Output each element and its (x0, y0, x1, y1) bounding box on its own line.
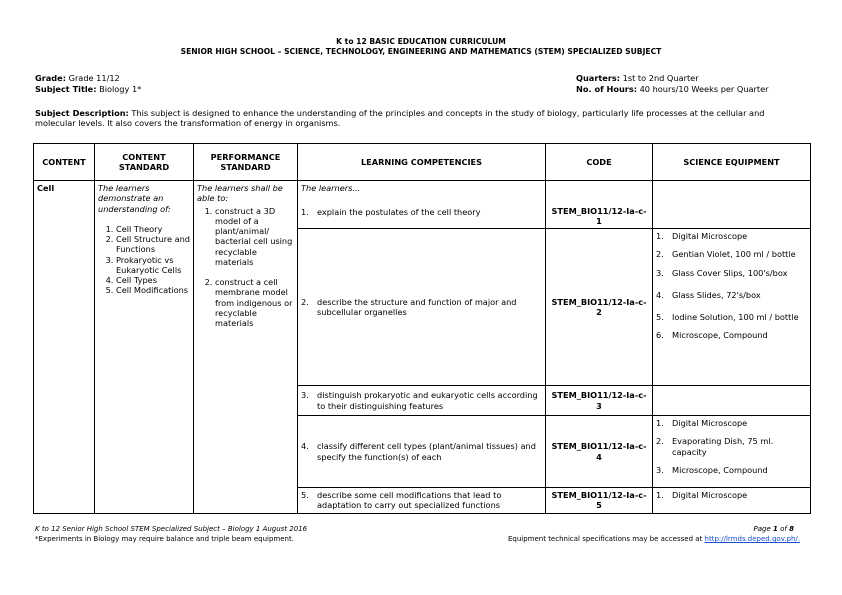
list-item: 2. Cell Structure and Functions (116, 234, 190, 255)
content-cell: Cell (34, 181, 95, 514)
table-row (34, 181, 811, 229)
grade-value: Grade 11/12 (68, 73, 120, 83)
header-science-equipment: SCIENCE EQUIPMENT (653, 144, 811, 181)
grade-line (35, 73, 120, 83)
equipment-cell-empty (653, 386, 811, 416)
list-item: 2. Evaporating Dish, 75 ml. capacity (656, 436, 774, 457)
list-item: 5. Iodine Solution, 100 ml / bottle (656, 312, 799, 322)
competency-number: 1. (301, 207, 309, 218)
subject-title-line (35, 84, 141, 94)
list-item: 1. Digital Microscope (656, 490, 748, 500)
page-indicator: Page 1 of 8 (753, 525, 794, 533)
code-cell: STEM_BIO11/12-Ia-c-4 (546, 416, 653, 488)
competency-number: 2. (301, 296, 309, 307)
footer-note: *Experiments in Biology may require balance and triple beam equipment. (35, 535, 294, 543)
competency-text: distinguish prokaryotic and eukaryotic cells according to their distinguishing features (317, 390, 538, 411)
curriculum-table (33, 143, 811, 514)
equipment-cell (653, 416, 811, 488)
competency-cell-5 (298, 488, 546, 514)
list-item: 6. Microscope, Compound (656, 330, 768, 341)
list-item: 4. Glass Slides, 72's/box (656, 289, 761, 300)
code-cell: STEM_BIO11/12-Ia-c-2 (546, 229, 653, 386)
competency-number: 5. (301, 490, 309, 500)
competency-text: describe the structure and function of major and subcellular organelles (317, 296, 517, 317)
list-item: 1. Digital Microscope (656, 418, 748, 428)
code-cell: STEM_BIO11/12-Ia-c-1 (546, 181, 653, 229)
grade-label: Grade: (35, 73, 66, 83)
list-item: 3. Prokaryotic vs Eukaryotic Cells (116, 255, 190, 276)
list-item: 3. Glass Cover Slips, 100's/box (656, 267, 788, 278)
footer-equipment-text: Equipment technical specifications may be accessed at (507, 535, 703, 543)
header-learning-competencies: LEARNING COMPETENCIES (298, 144, 546, 181)
competency-text: classify different cell types (plant/animal tissues) and specify the function(s) of each (317, 441, 536, 462)
code-cell: STEM_BIO11/12-Ia-c-3 (546, 386, 653, 416)
lrmds-link[interactable]: http://lrmds.deped.gov.ph/. (704, 535, 800, 543)
list-item: 1. Cell Theory (116, 224, 190, 234)
performance-standard-intro: The learners shall be able to: (197, 183, 283, 204)
list-item: 3. Microscope, Compound (656, 464, 768, 475)
equipment-cell (653, 488, 811, 514)
competencies-intro: The learners... (301, 183, 361, 193)
header-content-standard: CONTENT STANDARD (95, 144, 194, 181)
list-item: 2. Gentian Violet, 100 ml / bottle (656, 249, 796, 260)
subject-title-value: Biology 1* (99, 84, 142, 94)
footer-subject-date: K to 12 Senior High School STEM Specialized Subject – Biology 1 August 2016 (35, 525, 308, 533)
content-standard-intro: The learners demonstrate an understanding of: (98, 183, 171, 214)
hours-value: 40 hours/10 Weeks per Quarter (639, 84, 769, 94)
hours-label: No. of Hours: (576, 84, 637, 94)
list-item: 2. construct a cell membrane model from indigenous or recyclable materials (215, 277, 294, 328)
subject-description (35, 108, 807, 129)
competency-number: 4. (301, 441, 309, 452)
header-content: CONTENT (34, 144, 95, 181)
list-item: 5. Cell Modifications (116, 285, 190, 295)
competency-text: describe some cell modifications that lead to adaptation to carry out specialized functions (317, 490, 502, 511)
equipment-cell (653, 229, 811, 386)
curriculum-subtitle: SENIOR HIGH SCHOOL – SCIENCE, TECHNOLOGY, ENGINEERING AND MATHEMATICS (STEM) SPECIALIZED SUBJECT (180, 47, 662, 56)
description-label: Subject Description: (35, 108, 129, 118)
list-item: 1. Digital Microscope (656, 231, 748, 241)
list-item: 1. construct a 3D model of a plant/animal/ bacterial cell using recyclable materials (215, 206, 294, 268)
curriculum-title: K to 12 BASIC EDUCATION CURRICULUM (336, 37, 506, 46)
competency-number: 3. (301, 390, 309, 401)
equipment-cell-empty (653, 181, 811, 229)
description-text: This subject is designed to enhance the understanding of the principles and concepts in the study of biology, particularly life processes at the cellular and molecular levels. It also covers the transformation of energy in organisms. (35, 108, 765, 129)
competency-cell-1 (298, 181, 546, 229)
table-header-row (34, 144, 811, 181)
list-item: 4. Cell Types (116, 275, 190, 285)
header-performance-standard: PERFORMANCE STANDARD (194, 144, 298, 181)
competency-text: explain the postulates of the cell theory (317, 207, 481, 218)
content-standard-cell (95, 181, 194, 514)
competency-cell-4 (298, 416, 546, 488)
header-code: CODE (546, 144, 653, 181)
quarters-line (576, 73, 699, 83)
code-cell: STEM_BIO11/12-Ia-c-5 (546, 488, 653, 514)
performance-standard-cell (194, 181, 298, 514)
quarters-label: Quarters: (576, 73, 621, 83)
subject-title-label: Subject Title: (35, 84, 97, 94)
hours-line (576, 84, 769, 94)
competency-cell-3 (298, 386, 546, 416)
quarters-value: 1st to 2nd Quarter (622, 73, 699, 83)
competency-cell-2 (298, 229, 546, 386)
footer-equipment-note (508, 535, 800, 544)
